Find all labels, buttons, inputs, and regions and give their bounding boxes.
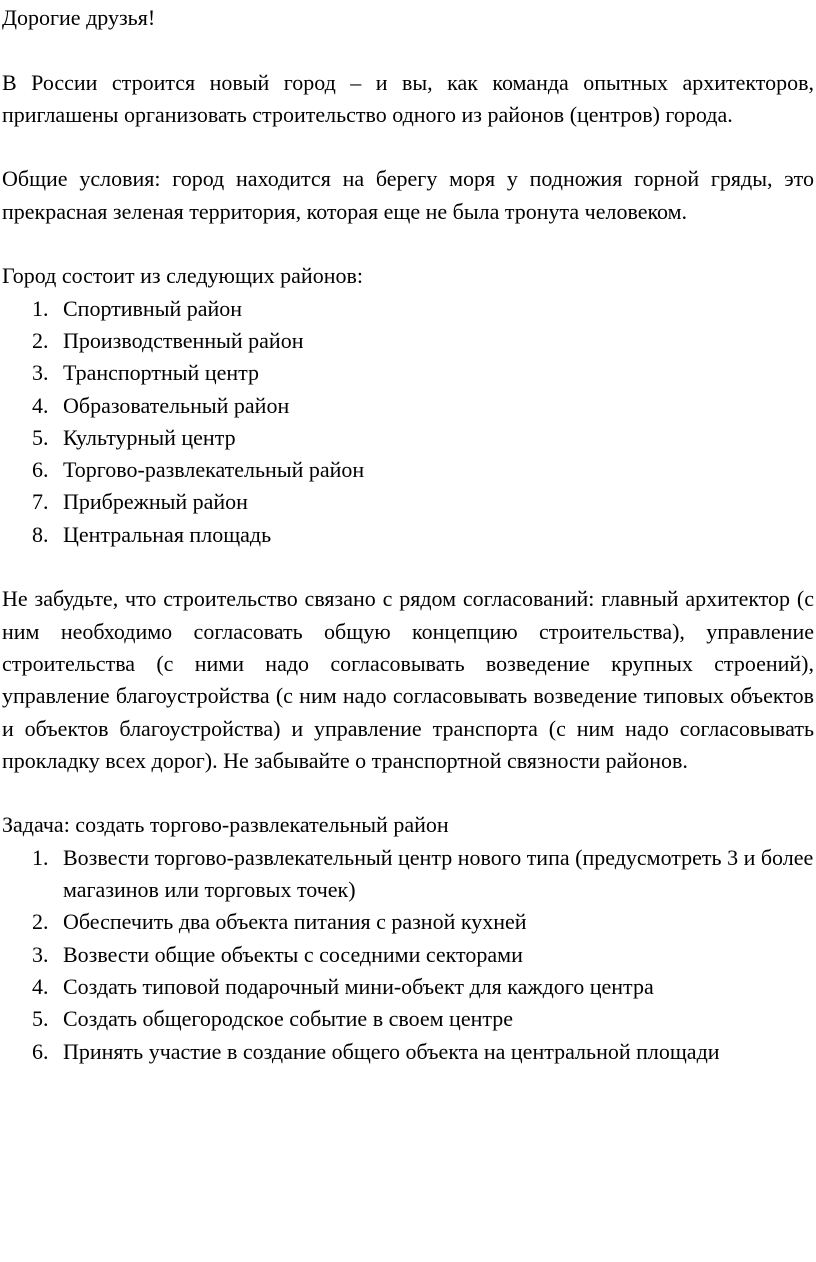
task-heading: Задача: создать торгово-развлекательный район bbox=[2, 812, 449, 838]
greeting: Дорогие друзья! bbox=[2, 5, 156, 30]
list-item-text: Культурный центр bbox=[63, 424, 236, 450]
list-item-text: Образовательный район bbox=[63, 392, 290, 418]
list-item-text: Прибрежный район bbox=[63, 489, 248, 515]
list-item-number: 2. bbox=[32, 909, 49, 935]
list-item bbox=[2, 1003, 814, 1035]
list-item-text: Создать общегородское событие в своем центре bbox=[63, 1006, 514, 1032]
list-item-number: 6. bbox=[32, 457, 49, 483]
list-item bbox=[2, 454, 814, 486]
list-item-text: Производственный район bbox=[63, 327, 304, 353]
list-item-text: Создать типовой подарочный мини-объект для каждого центра bbox=[63, 973, 654, 999]
list-item-number: 5. bbox=[32, 1006, 49, 1032]
list-item-text: Центральная площадь bbox=[63, 521, 272, 547]
list-item-text: Торгово-развлекательный район bbox=[63, 457, 365, 483]
list-item bbox=[2, 325, 814, 357]
spacer bbox=[2, 34, 814, 66]
list-item-number: 4. bbox=[32, 392, 49, 418]
list-item bbox=[2, 422, 814, 454]
spacer bbox=[2, 228, 814, 260]
list-item-text: Спортивный район bbox=[63, 295, 243, 321]
list-item bbox=[2, 486, 814, 518]
list-item bbox=[2, 519, 814, 551]
list-item-number: 1. bbox=[32, 295, 49, 321]
list-item bbox=[2, 842, 814, 907]
spacer bbox=[2, 131, 814, 163]
list-item-number: 4. bbox=[32, 973, 49, 999]
intro-paragraph: В России строится новый город – и вы, как команда опытных архитекторов, приглашены организовать строительство одного из районов (центров) города. bbox=[2, 69, 814, 127]
list-item-number: 1. bbox=[32, 844, 49, 870]
list-item-number: 5. bbox=[32, 424, 49, 450]
list-item bbox=[2, 971, 814, 1003]
list-item-number: 6. bbox=[32, 1038, 49, 1064]
list-item-text: Возвести общие объекты с соседними секторами bbox=[63, 941, 523, 967]
list-item-number: 3. bbox=[32, 360, 49, 386]
list-item-number: 2. bbox=[32, 327, 49, 353]
list-item-text: Обеспечить два объекта питания с разной кухней bbox=[63, 909, 527, 935]
spacer bbox=[2, 777, 814, 809]
list-item-number: 8. bbox=[32, 521, 49, 547]
list-item bbox=[2, 1036, 814, 1068]
list-item-text: Транспортный центр bbox=[63, 360, 260, 386]
list-item-number: 3. bbox=[32, 941, 49, 967]
list-item bbox=[2, 939, 814, 971]
conditions-paragraph: Общие условия: город находится на берегу моря у подножия горной гряды, это прекрасная зеленая территория, которая еще не была тронута человеком. bbox=[2, 166, 814, 224]
list-item-text: Принять участие в создание общего объекта на центральной площади bbox=[63, 1038, 720, 1064]
list-item bbox=[2, 293, 814, 325]
task-list bbox=[2, 842, 814, 1068]
reminder-paragraph: Не забудьте, что строительство связано с рядом согласований: главный архитектор (с ним необходимо согласовать общую концепцию строительства), управление строительства (с ними надо согласовывать возведение крупных строений), управление благоустройства (с ним надо согласовывать возведение типовых объектов и объектов благоустройства) и управление транспорта (с ним надо согласовывать прокладку всех дорог). Не забывайте о транспортной связности районов. bbox=[2, 586, 814, 773]
spacer bbox=[2, 551, 814, 583]
list-item-text: Возвести торгово-развлекательный центр нового типа (предусмотреть 3 и более магазинов или торговых точек) bbox=[63, 844, 814, 903]
list-item-number: 7. bbox=[32, 489, 49, 515]
list-item bbox=[2, 390, 814, 422]
districts-heading: Город состоит из следующих районов: bbox=[2, 263, 363, 289]
districts-list bbox=[2, 293, 814, 551]
list-item bbox=[2, 357, 814, 389]
list-item bbox=[2, 906, 814, 938]
